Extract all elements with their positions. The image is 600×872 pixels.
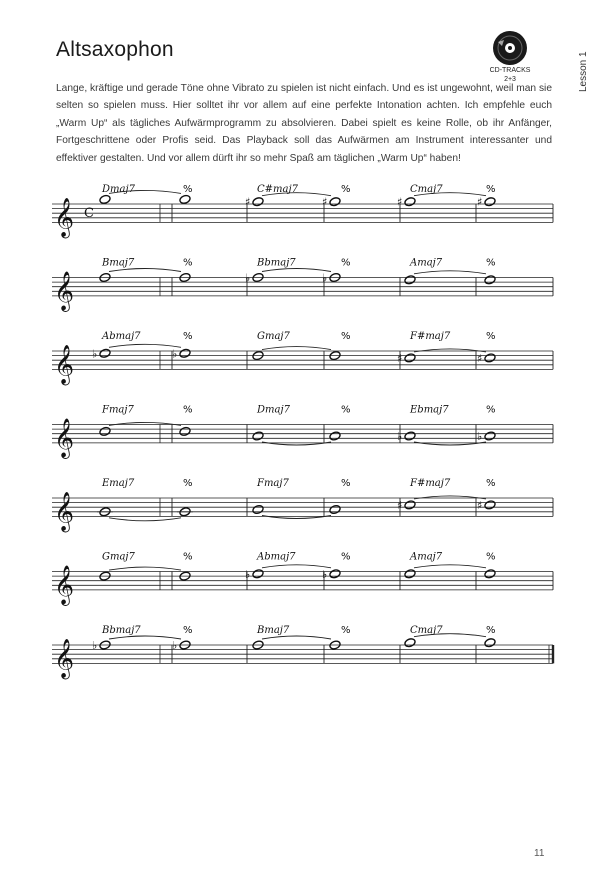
tie	[109, 567, 181, 570]
accidental: ♭	[245, 271, 251, 285]
accidental: ♭	[92, 347, 98, 361]
repeat-measure-sign: %	[341, 404, 351, 416]
accidental: ♭	[477, 430, 483, 443]
whole-note	[484, 569, 496, 579]
accidental: ♯	[477, 498, 483, 512]
accidental: ♭	[397, 430, 403, 443]
music-system	[52, 258, 553, 312]
whole-note	[329, 197, 341, 207]
treble-clef-icon: 𝄞	[54, 344, 75, 385]
chord-symbol: Fmaj7	[102, 404, 134, 416]
chord-symbol: Gmaj7	[257, 331, 290, 342]
chord-symbol: Bbmaj7	[102, 625, 141, 636]
chord-symbol: Bmaj7	[257, 625, 290, 636]
repeat-measure-sign: %	[183, 478, 193, 489]
repeat-measure-sign: %	[183, 404, 193, 416]
repeat-measure-sign: %	[183, 625, 193, 636]
repeat-measure-sign: %	[486, 257, 496, 269]
lesson-side-label: Lesson 1	[578, 51, 589, 92]
repeat-measure-sign: %	[486, 184, 496, 195]
whole-note	[404, 353, 416, 363]
accidental: ♯	[477, 351, 483, 365]
chord-symbol: C#maj7	[257, 184, 298, 195]
accidental: ♯	[397, 498, 403, 512]
tie	[262, 347, 331, 350]
tie	[109, 269, 181, 272]
repeat-measure-sign: %	[341, 551, 351, 563]
accidental: ♭	[322, 567, 328, 581]
repeat-measure-sign: %	[341, 478, 351, 489]
whole-note	[252, 197, 264, 207]
repeat-measure-sign: %	[183, 184, 193, 195]
whole-note	[252, 504, 264, 514]
tie	[414, 496, 486, 499]
accidental: ♯	[397, 195, 403, 209]
tie	[109, 422, 181, 425]
repeat-measure-sign: %	[183, 257, 193, 269]
whole-note	[99, 194, 111, 204]
whole-note	[179, 348, 191, 358]
whole-note	[484, 353, 496, 363]
chord-symbol: Cmaj7	[410, 625, 443, 636]
treble-clef-icon: 𝄞	[54, 491, 75, 532]
tie	[109, 518, 181, 521]
tie	[262, 269, 331, 272]
tie	[414, 349, 486, 352]
repeat-measure-sign: %	[183, 331, 193, 342]
whole-note	[329, 504, 341, 514]
treble-clef-icon: 𝄞	[54, 564, 75, 605]
accidental: ♭	[322, 271, 328, 285]
treble-clef-icon: 𝄞	[54, 270, 75, 311]
accidental: ♯	[245, 195, 251, 209]
whole-note	[404, 500, 416, 510]
whole-note	[404, 638, 416, 648]
accidental: ♭	[172, 639, 178, 652]
whole-note	[404, 569, 416, 579]
music-system	[52, 405, 553, 459]
cd-tracks-title: CD-TRACKS	[489, 67, 531, 74]
repeat-measure-sign: %	[183, 551, 193, 563]
accidental: ♭	[92, 639, 98, 652]
chord-symbol: F#maj7	[410, 331, 451, 342]
whole-note	[99, 348, 111, 358]
whole-note	[179, 426, 191, 436]
chord-symbol: Ebmaj7	[410, 404, 449, 416]
accidental: ♭	[245, 567, 251, 581]
music-system	[52, 478, 553, 532]
repeat-measure-sign: %	[486, 404, 496, 416]
accidental: ♯	[477, 195, 483, 209]
music-system	[52, 625, 553, 679]
whole-note	[252, 431, 264, 441]
whole-note	[404, 275, 416, 285]
whole-note	[484, 638, 496, 648]
treble-clef-icon: 𝄞	[54, 197, 75, 238]
whole-note	[329, 569, 341, 579]
repeat-measure-sign: %	[486, 478, 496, 489]
accidental: ♯	[322, 195, 328, 209]
time-signature-common-icon: C	[84, 206, 94, 221]
tie	[109, 344, 181, 347]
repeat-measure-sign: %	[486, 551, 496, 563]
music-system	[52, 184, 553, 238]
accidental: ♭	[172, 347, 178, 361]
chord-symbol: Emaj7	[102, 478, 135, 489]
cd-tracks-numbers: 2+3	[504, 76, 516, 83]
page-number: 11	[534, 848, 545, 859]
repeat-measure-sign: %	[486, 331, 496, 342]
chord-symbol: Amaj7	[410, 551, 443, 563]
whole-note	[484, 431, 496, 441]
whole-note	[404, 431, 416, 441]
chord-symbol: Gmaj7	[102, 551, 135, 563]
whole-note	[484, 275, 496, 285]
whole-note	[179, 194, 191, 204]
whole-note	[329, 431, 341, 441]
repeat-measure-sign: %	[341, 257, 351, 269]
accidental: ♯	[397, 351, 403, 365]
repeat-measure-sign: %	[341, 184, 351, 195]
chord-symbol: Dmaj7	[102, 184, 135, 195]
chord-symbol: Abmaj7	[257, 551, 296, 563]
repeat-measure-sign: %	[486, 625, 496, 636]
tie	[262, 636, 331, 639]
chord-symbol: Dmaj7	[257, 404, 290, 416]
tie	[109, 636, 181, 639]
tie	[414, 271, 486, 274]
music-system	[52, 552, 553, 606]
tie	[262, 565, 331, 568]
chord-symbol: Fmaj7	[257, 478, 289, 489]
tie	[414, 565, 486, 568]
page-title: Altsaxophon	[56, 38, 174, 61]
intro-paragraph: Lange, kräftige und gerade Töne ohne Vibrato zu spielen ist nicht einfach. Und es ist ungewohnt, weil man sie selten so spielen muss. Hier solltet ihr vor allem auf eine perfekte Intonation achten. Ich empfehle euch „Warm Up“ als tägliches Aufwärmprogramm zu absolvieren. Dabei spielt es keine Rolle, ob ihr Anfänger, Fortgeschrittene oder Profis seid. Das Playback soll das Aufwärmen am Instrument interessanter und effektiver gestalten. Und vor allem dürft ihr so mehr Spaß am täglichen „Warm Up“ haben!	[56, 83, 552, 164]
chord-symbol: Cmaj7	[410, 184, 443, 195]
whole-note	[252, 569, 264, 579]
treble-clef-icon: 𝄞	[54, 417, 75, 458]
tie	[262, 442, 331, 445]
chord-symbol: F#maj7	[410, 478, 451, 489]
tie	[414, 442, 486, 445]
whole-note	[484, 197, 496, 207]
repeat-measure-sign: %	[341, 331, 351, 342]
chord-symbol: Amaj7	[410, 257, 443, 269]
repeat-measure-sign: %	[341, 625, 351, 636]
treble-clef-icon: 𝄞	[54, 638, 75, 679]
chord-symbol: Abmaj7	[102, 331, 141, 342]
whole-note	[484, 500, 496, 510]
music-system	[52, 331, 553, 385]
whole-note	[404, 197, 416, 207]
tie	[262, 516, 331, 519]
chord-symbol: Bbmaj7	[257, 257, 296, 269]
chord-symbol: Bmaj7	[102, 257, 135, 269]
whole-note	[99, 426, 111, 436]
